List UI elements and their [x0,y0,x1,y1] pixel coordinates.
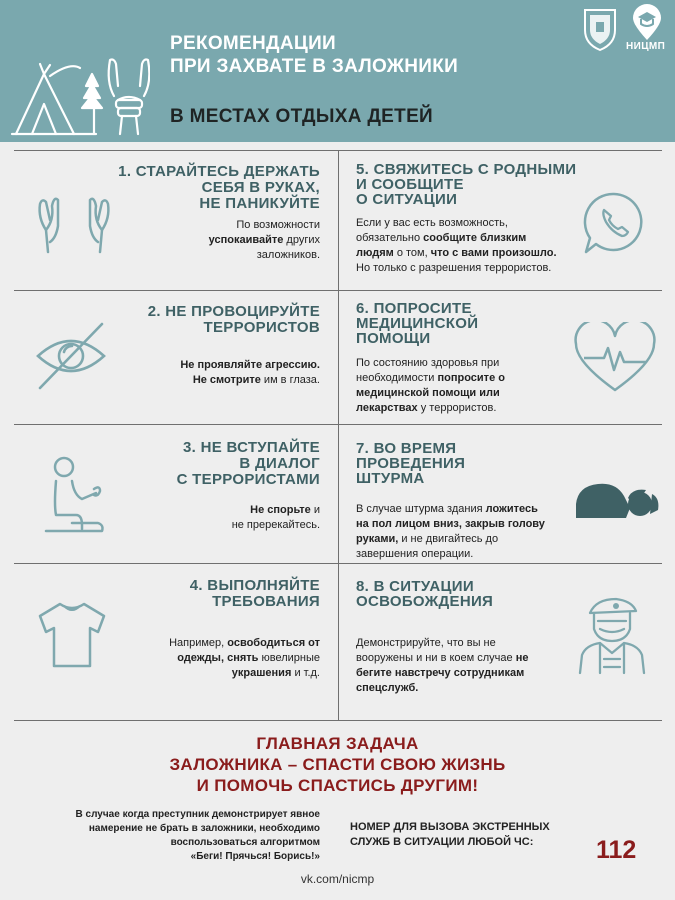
kneeling-person-icon [42,455,108,535]
item-5-heading: 5. СВЯЖИТЕСЬ С РОДНЫМИ И СООБЩИТЕ О СИТУАЦИИ [356,161,577,208]
divider [14,720,662,721]
header-banner [0,0,675,142]
item-7-text: В случае штурма здания ложитесь на пол лицом вниз, закрыв голову руками, и не двигайтесь до завершения операции. [356,503,545,560]
phone-bubble-icon [582,190,646,256]
item-4-text: Например, освободиться от одежды, снять ювелирные украшения и т.д. [169,637,320,679]
main-task-callout: ГЛАВНАЯ ЗАДАЧА ЗАЛОЖНИКА – СПАСТИ СВОЮ ЖИЗНЬ И ПОМОЧЬ СПАСТИСЬ ДРУГИМ! [169,734,506,795]
column-divider [338,150,339,720]
page-subtitle: В МЕСТАХ ОТДЫХА ДЕТЕЙ [170,106,433,127]
tent-and-hands-illustration [10,52,150,136]
open-hands-icon [34,190,114,256]
t-shirt-icon [36,600,108,670]
item-2-text: Не проявляйте агрессию. Не смотрите им в глаза. [180,359,320,386]
item-1-heading: 1. СТАРАЙТЕСЬ ДЕРЖАТЬ СЕБЯ В РУКАХ, НЕ ПАНИКУЙТЕ [118,163,320,212]
emergency-label: НОМЕР ДЛЯ ВЫЗОВА ЭКСТРЕННЫХ СЛУЖБ В СИТУАЦИИ ЛЮБОЙ ЧС: [350,821,550,848]
item-1-text: По возможности успокаивайте других заложников. [208,219,320,261]
item-6-heading: 6. ПОПРОСИТЕ МЕДИЦИНСКОЙ ПОМОЩИ [356,300,479,347]
item-5-text: Если у вас есть возможность, обязательно сообщите близким людям о том, что с вами произошло. Но только с разрешения террористов. [356,217,557,274]
nicmp-logo-icon [630,3,664,41]
logo-caption: НИЦМП [626,41,666,52]
item-8-heading: 8. В СИТУАЦИИ ОСВОБОЖДЕНИЯ [356,578,494,610]
item-8-text: Демонстрируйте, что вы не вооружены и ни в коем случае не бегите навстречу сотрудникам спецслужб. [356,637,529,694]
heart-pulse-icon [570,322,660,394]
emblem-shield-icon [581,6,619,52]
item-7-heading: 7. ВО ВРЕМЯ ПРОВЕДЕНИЯ ШТУРМА [356,440,466,487]
item-6-text: По состоянию здоровья при необходимости попросите о медицинской помощи или лекарствах у террористов. [356,357,505,414]
run-hide-fight-note: В случае когда преступник демонстрирует явное намерение не брать в заложники, необходимо воспользоваться алгоритмом «Беги! Прячься! Борись!» [75,809,320,862]
item-3-heading: 3. НЕ ВСТУПАЙТЕ В ДИАЛОГ С ТЕРРОРИСТАМИ [176,439,320,488]
soldier-icon [576,595,648,675]
crossed-eye-icon [34,320,108,392]
lying-person-icon [572,474,660,522]
emergency-number: 112 [596,836,637,864]
item-4-heading: 4. ВЫПОЛНЯЙТЕ ТРЕБОВАНИЯ [189,577,320,610]
item-2-heading: 2. НЕ ПРОВОЦИРУЙТЕ ТЕРРОРИСТОВ [147,303,320,336]
footer-link[interactable]: vk.com/nicmp [300,872,375,886]
page-title: РЕКОМЕНДАЦИИ ПРИ ЗАХВАТЕ В ЗАЛОЖНИКИ [170,33,459,77]
item-3-text: Не спорьте и не пререкайтесь. [231,504,320,531]
